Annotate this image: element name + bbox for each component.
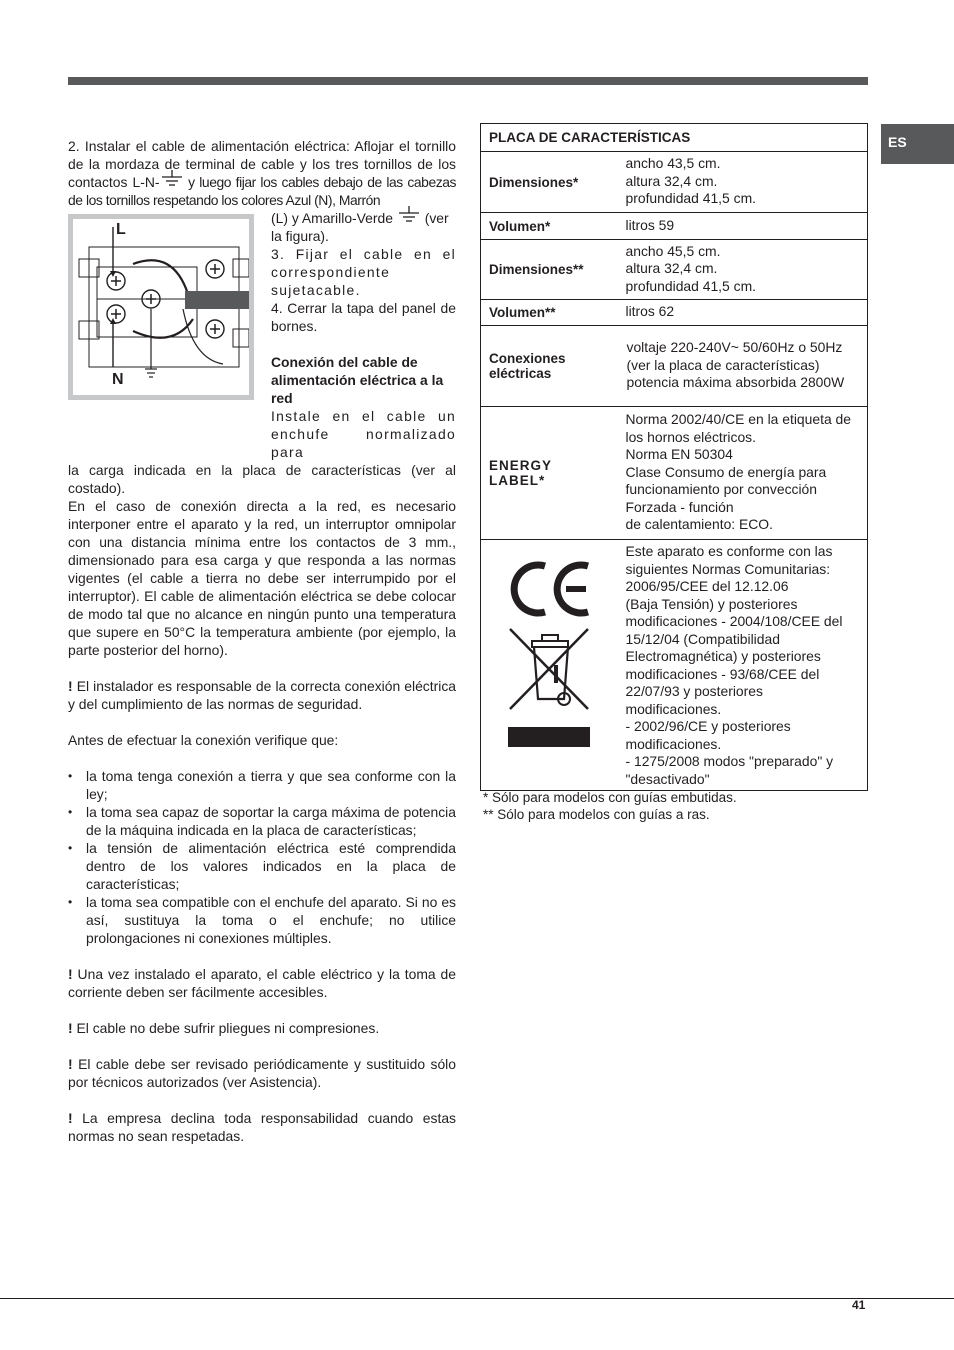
- spec-table-title: PLACA DE CARACTERÍSTICAS: [481, 124, 868, 152]
- spec-table-header: [481, 124, 868, 152]
- connection-title: Conexión del cable de alimentación eléctrica a la red: [271, 354, 444, 406]
- list-item: • la tensión de alimentación eléctrica esté comprendida dentro de los valores indicados en la placa de características;: [68, 839, 456, 893]
- table-row: Dimensiones* ancho 43,5 cm. altura 32,4 cm. profundidad 41,5 cm.: [481, 152, 868, 213]
- installation-text: [68, 137, 456, 1145]
- spec-table: [480, 123, 868, 791]
- footnote-2: ** Sólo para modelos con guías a ras.: [483, 807, 710, 822]
- warning-inspection: ! El cable debe ser revisado periódicamente y sustituido sólo por técnicos autorizados (ver Asistencia).: [68, 1056, 456, 1090]
- weee-bin-icon: [508, 627, 592, 749]
- warning-cable: ! El cable no debe sufrir pliegues ni compresiones.: [68, 1020, 380, 1036]
- figure-side-text: [271, 209, 456, 461]
- table-row: Volumen* litros 59: [481, 213, 868, 240]
- figure-label-l: L: [116, 221, 126, 238]
- connection-p1-end: la carga indicada en la placa de características (ver al costado).: [68, 462, 456, 496]
- figure-block: [68, 209, 456, 461]
- warning-installer: ! El instalador es responsable de la correcta conexión eléctrica y del cumplimiento de las normas de seguridad.: [68, 678, 456, 712]
- table-row: Volumen** litros 62: [481, 300, 868, 326]
- table-row: Este aparato es conforme con las siguientes Normas Comunitarias: 2006/95/CEE del 12.12.06 (Baja Tensión) y posteriores modificaciones - 2004/108/CEE del 15/12/04 (Compatibilidad Electromagnética) y posteriores modificaciones - 93/68/CEE del 22/07/93 y posteriores modificaciones. - 2002/96/CE y posteriores modificaciones. - 1275/2008 modos "preparado" y "desactivado": [481, 540, 868, 791]
- top-bar: [68, 77, 868, 85]
- list-item: • la toma sea capaz de soportar la carga máxima de potencia de la máquina indicada en la placa de características;: [68, 803, 456, 839]
- step-4: 4. Cerrar la tapa del panel de bornes.: [271, 300, 456, 334]
- page-number: 41: [852, 1298, 866, 1312]
- language-tab: ES: [881, 124, 954, 164]
- verify-list: [68, 767, 456, 947]
- list-item: • la toma sea compatible con el enchufe del aparato. Si no es así, sustituya la toma o el enchufe; no utilice prolongaciones ni conexiones múltiples.: [68, 893, 456, 947]
- verify-intro: Antes de efectuar la conexión verifique que:: [68, 732, 339, 748]
- connection-p1-start: Instale en el cable un enchufe normalizado para: [271, 408, 456, 460]
- ground-icon: [160, 174, 184, 188]
- step-3: 3. Fijar el cable en el correspondiente sujetacable.: [271, 246, 456, 298]
- bottom-rule: [0, 1298, 954, 1299]
- table-row: Conexiones eléctricas voltaje 220-240V~ 50/60Hz o 50Hz (ver la placa de características) potencia máxima absorbida 2800W: [481, 326, 868, 407]
- table-row: ENERGY LABEL* Norma 2002/40/CE en la etiqueta de los hornos eléctricos. Norma EN 50304 Clase Consumo de energía para funcionamiento por convección Forzada - función de calentamiento: ECO.: [481, 407, 868, 540]
- connection-p2: En el caso de conexión directa a la red, es necesario interponer entre el aparato y la red, un interruptor omnipolar con una distancia mínima entre los contactos de 3 mm., dimensionado para esa carga y que responda a las normas vigentes (el cable a tierra no debe ser interrumpido por el interruptor). El cable de alimentación eléctrica se debe colocar de modo tal que no alcance en ningún punto una temperatura que supere en 50°C la temperatura ambiente (por ejemplo, la parte posterior del horno).: [68, 498, 456, 658]
- terminal-block-figure: [68, 214, 254, 400]
- ground-icon: [397, 210, 421, 224]
- footnote-1: * Sólo para modelos con guías embutidas.: [483, 790, 737, 805]
- step-2: 2. Instalar el cable de alimentación eléctrica: Aflojar el tornillo de la mordaza de terminal de cable y los tres tornillos de los contactos L-N- y luego fijar los cables debajo de las cabezas de los tornillos respetando los colores Azul (N), Marrón: [68, 138, 456, 208]
- ce-mark-icon: [508, 560, 592, 618]
- step-2-end: (L) y Amarillo-Verde (ver la figura).: [271, 210, 449, 244]
- warning-accessible: ! Una vez instalado el aparato, el cable eléctrico y la toma de corriente deben ser fácilmente accesibles.: [68, 966, 456, 1000]
- table-row: Dimensiones** ancho 45,5 cm. altura 32,4 cm. profundidad 41,5 cm.: [481, 240, 868, 300]
- list-item: • la toma tenga conexión a tierra y que sea conforme con la ley;: [68, 767, 456, 803]
- figure-label-n: N: [112, 371, 124, 388]
- warning-liability: ! La empresa declina toda responsabilidad cuando estas normas no sean respetadas.: [68, 1110, 456, 1144]
